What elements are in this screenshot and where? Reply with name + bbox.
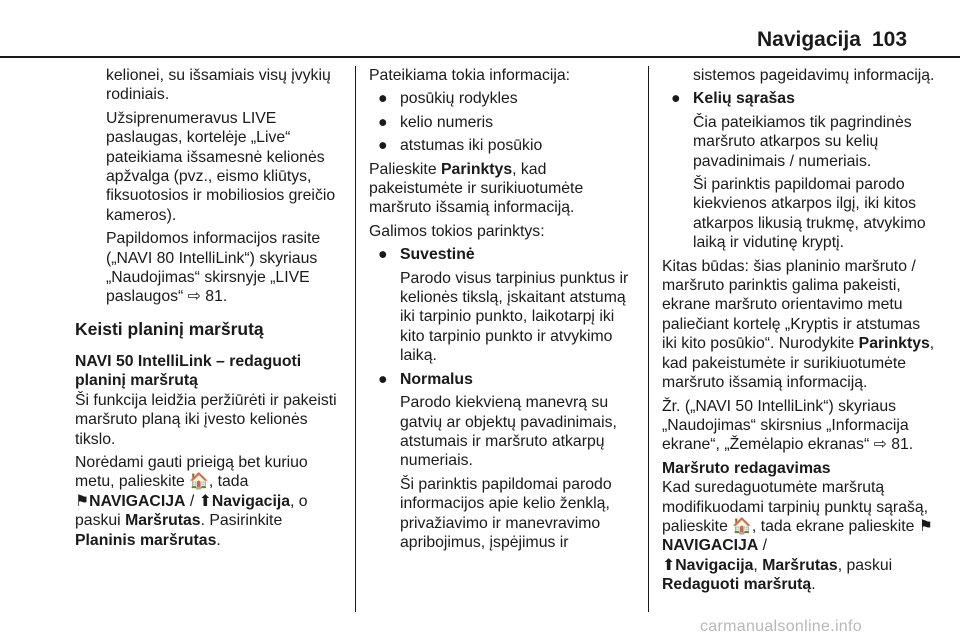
paragraph: Kitas būdas: šias planinio maršruto / maršruto parinktis galima pakeisti, ekrane maršruto orientavimo metu paliečiant kortelę „Kryptis ir atstumas iki kito posūkio“. Nurodykite Parinktys, kad pakeistumėte ir surikiuotumėte maršruto išsamią informaciją. bbox=[662, 257, 935, 392]
page-number: 103 bbox=[872, 28, 908, 51]
list-item: ● Normalus bbox=[378, 370, 473, 388]
flag-icon: ⚑ bbox=[918, 517, 933, 535]
column-divider bbox=[355, 66, 356, 612]
paragraph: Pateikiama tokia informacija: bbox=[369, 67, 571, 84]
flag-icon: ⚑ bbox=[75, 492, 90, 510]
bullet-icon: ● bbox=[378, 246, 388, 264]
paragraph: kelionei, su išsamiais visų įvykių rodiniais. bbox=[106, 67, 331, 104]
section-heading: Keisti planinį maršrutą bbox=[75, 318, 264, 339]
navigation-arrow-icon: ⬆ bbox=[198, 492, 212, 510]
column-3 bbox=[662, 66, 937, 599]
paragraph: Čia pateikiamos tik pagrindinės maršruto atkarpos su kelių pavadinimais / numeriais. bbox=[693, 113, 912, 170]
paragraph: Parodo visus tarpinius punktus ir kelionės tikslą, įskaitant atstumą iki tarpinio punkto, laikotarpį iki kito tarpinio punkto ir atvykimo laiką. bbox=[400, 269, 629, 365]
paragraph: sistemos pageidavimų informaciją. bbox=[693, 67, 935, 84]
bullet-icon: ● bbox=[378, 113, 388, 131]
list-item: ● posūkių rodykles bbox=[378, 90, 518, 108]
list-item: ● atstumas iki posūkio bbox=[378, 137, 543, 155]
watermark: carmanualsonline.info bbox=[700, 618, 862, 635]
sub-heading: Maršruto redagavimas bbox=[662, 459, 831, 477]
paragraph: Galimos tokios parinktys: bbox=[369, 222, 545, 240]
section-title: Navigacija bbox=[757, 28, 861, 51]
paragraph: Žr. („NAVI 50 IntelliLink“) skyriaus „Naudojimas“ skirsnius „Informacija ekrane“, „Žemėlapio ekranas“ ⇨ 81. bbox=[662, 397, 914, 454]
home-icon: 🏠 bbox=[732, 517, 752, 535]
header-divider bbox=[0, 56, 960, 58]
paragraph: Papildomos informacijos rasite („NAVI 80 IntelliLink“) skyriaus „Naudojimas“ skirsnyje „LIVE paslaugos“ ⇨ 81. bbox=[106, 230, 321, 306]
column-divider bbox=[648, 66, 649, 612]
list-item: ● Suvestinė bbox=[378, 246, 475, 264]
list-item: ● Kelių sąrašas bbox=[671, 90, 795, 108]
paragraph: Ši parinktis papildomai parodo informacijos apie kelio ženklą, privažiavimo ir manevravimo apribojimus, įspėjimus ir bbox=[400, 475, 612, 551]
paragraph: Norėdami gauti prieigą bet kuriuo metu, palieskite 🏠, tada ⚑NAVIGACIJA / ⬆Navigacija, o paskui Maršrutas. Pasirinkite Planinis maršrutas. bbox=[75, 453, 308, 549]
sub-heading: NAVI 50 IntelliLink – redaguoti planinį maršrutą bbox=[75, 352, 302, 390]
column-1 bbox=[75, 66, 347, 554]
paragraph: Ši funkcija leidžia peržiūrėti ir pakeisti maršruto planą iki įvesto kelionės tikslo. bbox=[75, 391, 337, 448]
reference-arrow-icon: ⇨ bbox=[187, 288, 201, 306]
page-header bbox=[0, 0, 960, 56]
bullet-icon: ● bbox=[671, 90, 681, 108]
navigation-arrow-icon: ⬆ bbox=[662, 556, 676, 574]
home-icon: 🏠 bbox=[189, 473, 209, 491]
paragraph: Kad suredaguotumėte maršrutą modifikuodami tarpinių punktų sąrašą, palieskite 🏠, tada ekrane palieskite ⚑NAVIGACIJA / ⬆Navigacija, Maršrutas, paskui Redaguoti maršrutą. bbox=[662, 479, 933, 594]
column-2 bbox=[369, 66, 641, 556]
paragraph: Palieskite Parinktys, kad pakeistumėte ir surikiuotumėte maršruto išsamią informaciją. bbox=[369, 160, 584, 217]
paragraph: Užsiprenumeravus LIVE paslaugas, kortelėje „Live“ pateikiama išsamesnė kelionės apžvalga (pvz., eismo kliūtys, fiksuotosios ir mobiliosios greičio kameros). bbox=[106, 109, 336, 224]
bullet-icon: ● bbox=[378, 370, 388, 388]
bullet-icon: ● bbox=[378, 137, 388, 155]
list-item: ● kelio numeris bbox=[378, 113, 494, 131]
bullet-icon: ● bbox=[378, 90, 388, 108]
reference-arrow-icon: ⇨ bbox=[873, 436, 887, 454]
paragraph: Parodo kiekvieną manevrą su gatvių ar objektų pavadinimais, atstumais ir maršruto atkarpų numeriais. bbox=[400, 394, 617, 470]
paragraph: Ši parinktis papildomai parodo kiekvienos atkarpos ilgį, iki kitos atkarpos likusią trukmę, atvykimo laiką ir vidutinę kryptį. bbox=[693, 176, 926, 252]
